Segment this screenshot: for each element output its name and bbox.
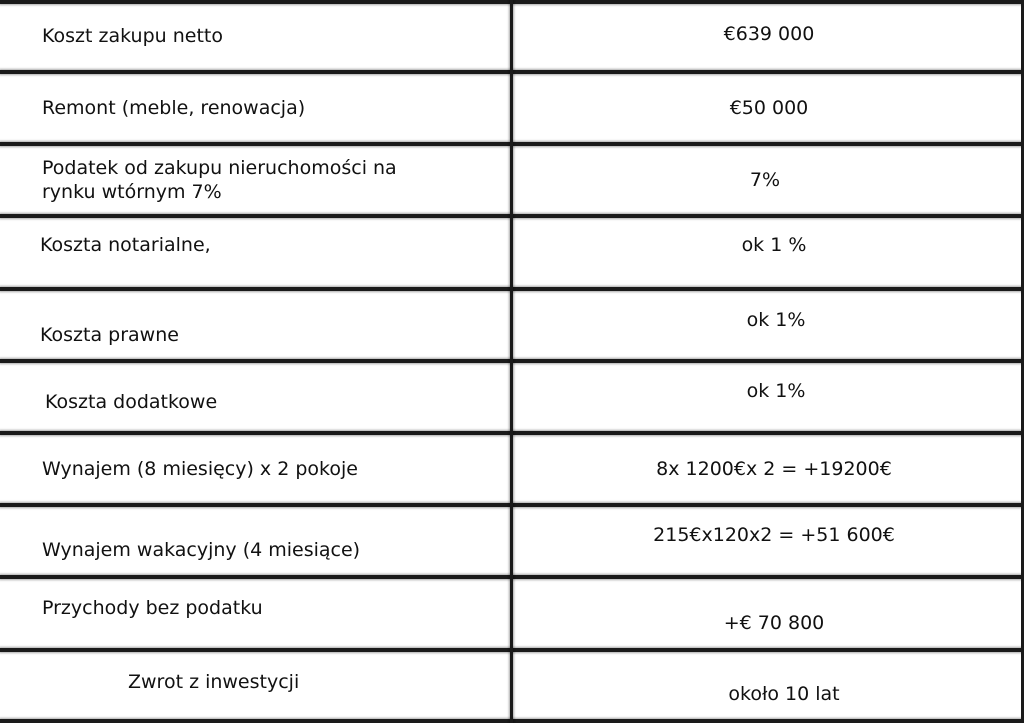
row-label: Wynajem (8 miesięcy) x 2 pokoje bbox=[42, 458, 358, 480]
table-row bbox=[0, 507, 1024, 575]
table-row bbox=[0, 652, 1024, 719]
row-value: ok 1% bbox=[746, 309, 806, 331]
row-value: ok 1% bbox=[746, 380, 806, 402]
row-label: Koszta prawne bbox=[40, 324, 179, 346]
table-row bbox=[0, 363, 1024, 431]
table-row bbox=[0, 4, 1024, 70]
row-label: Koszt zakupu netto bbox=[42, 25, 223, 47]
row-value: €639 000 bbox=[723, 23, 815, 45]
row-label: Koszta dodatkowe bbox=[45, 391, 218, 413]
row-value: 7% bbox=[749, 169, 781, 191]
table-row bbox=[0, 74, 1024, 142]
table-row bbox=[0, 435, 1024, 503]
row-label: Koszta notarialne, bbox=[40, 233, 211, 256]
row-value: €50 000 bbox=[729, 97, 809, 119]
table-row bbox=[0, 218, 1024, 287]
row-label: Zwrot z inwestycji bbox=[128, 670, 300, 693]
row-value: +€ 70 800 bbox=[723, 611, 825, 634]
row-label: Wynajem wakacyjny (4 miesiące) bbox=[42, 539, 361, 561]
row-label: Remont (meble, renowacja) bbox=[42, 97, 306, 119]
row-label: Przychody bez podatku bbox=[42, 596, 263, 619]
row-value: ok 1 % bbox=[741, 233, 807, 256]
row-value: 215€x120x2 = +51 600€ bbox=[653, 524, 895, 546]
table-row bbox=[0, 579, 1024, 648]
row-value: 8x 1200€x 2 = +19200€ bbox=[656, 458, 892, 480]
table-row bbox=[0, 146, 1024, 214]
row-value: około 10 lat bbox=[728, 682, 840, 705]
row-label: Podatek od zakupu nieruchomości na rynku wtórnym 7% bbox=[42, 157, 397, 203]
table-row bbox=[0, 291, 1024, 359]
